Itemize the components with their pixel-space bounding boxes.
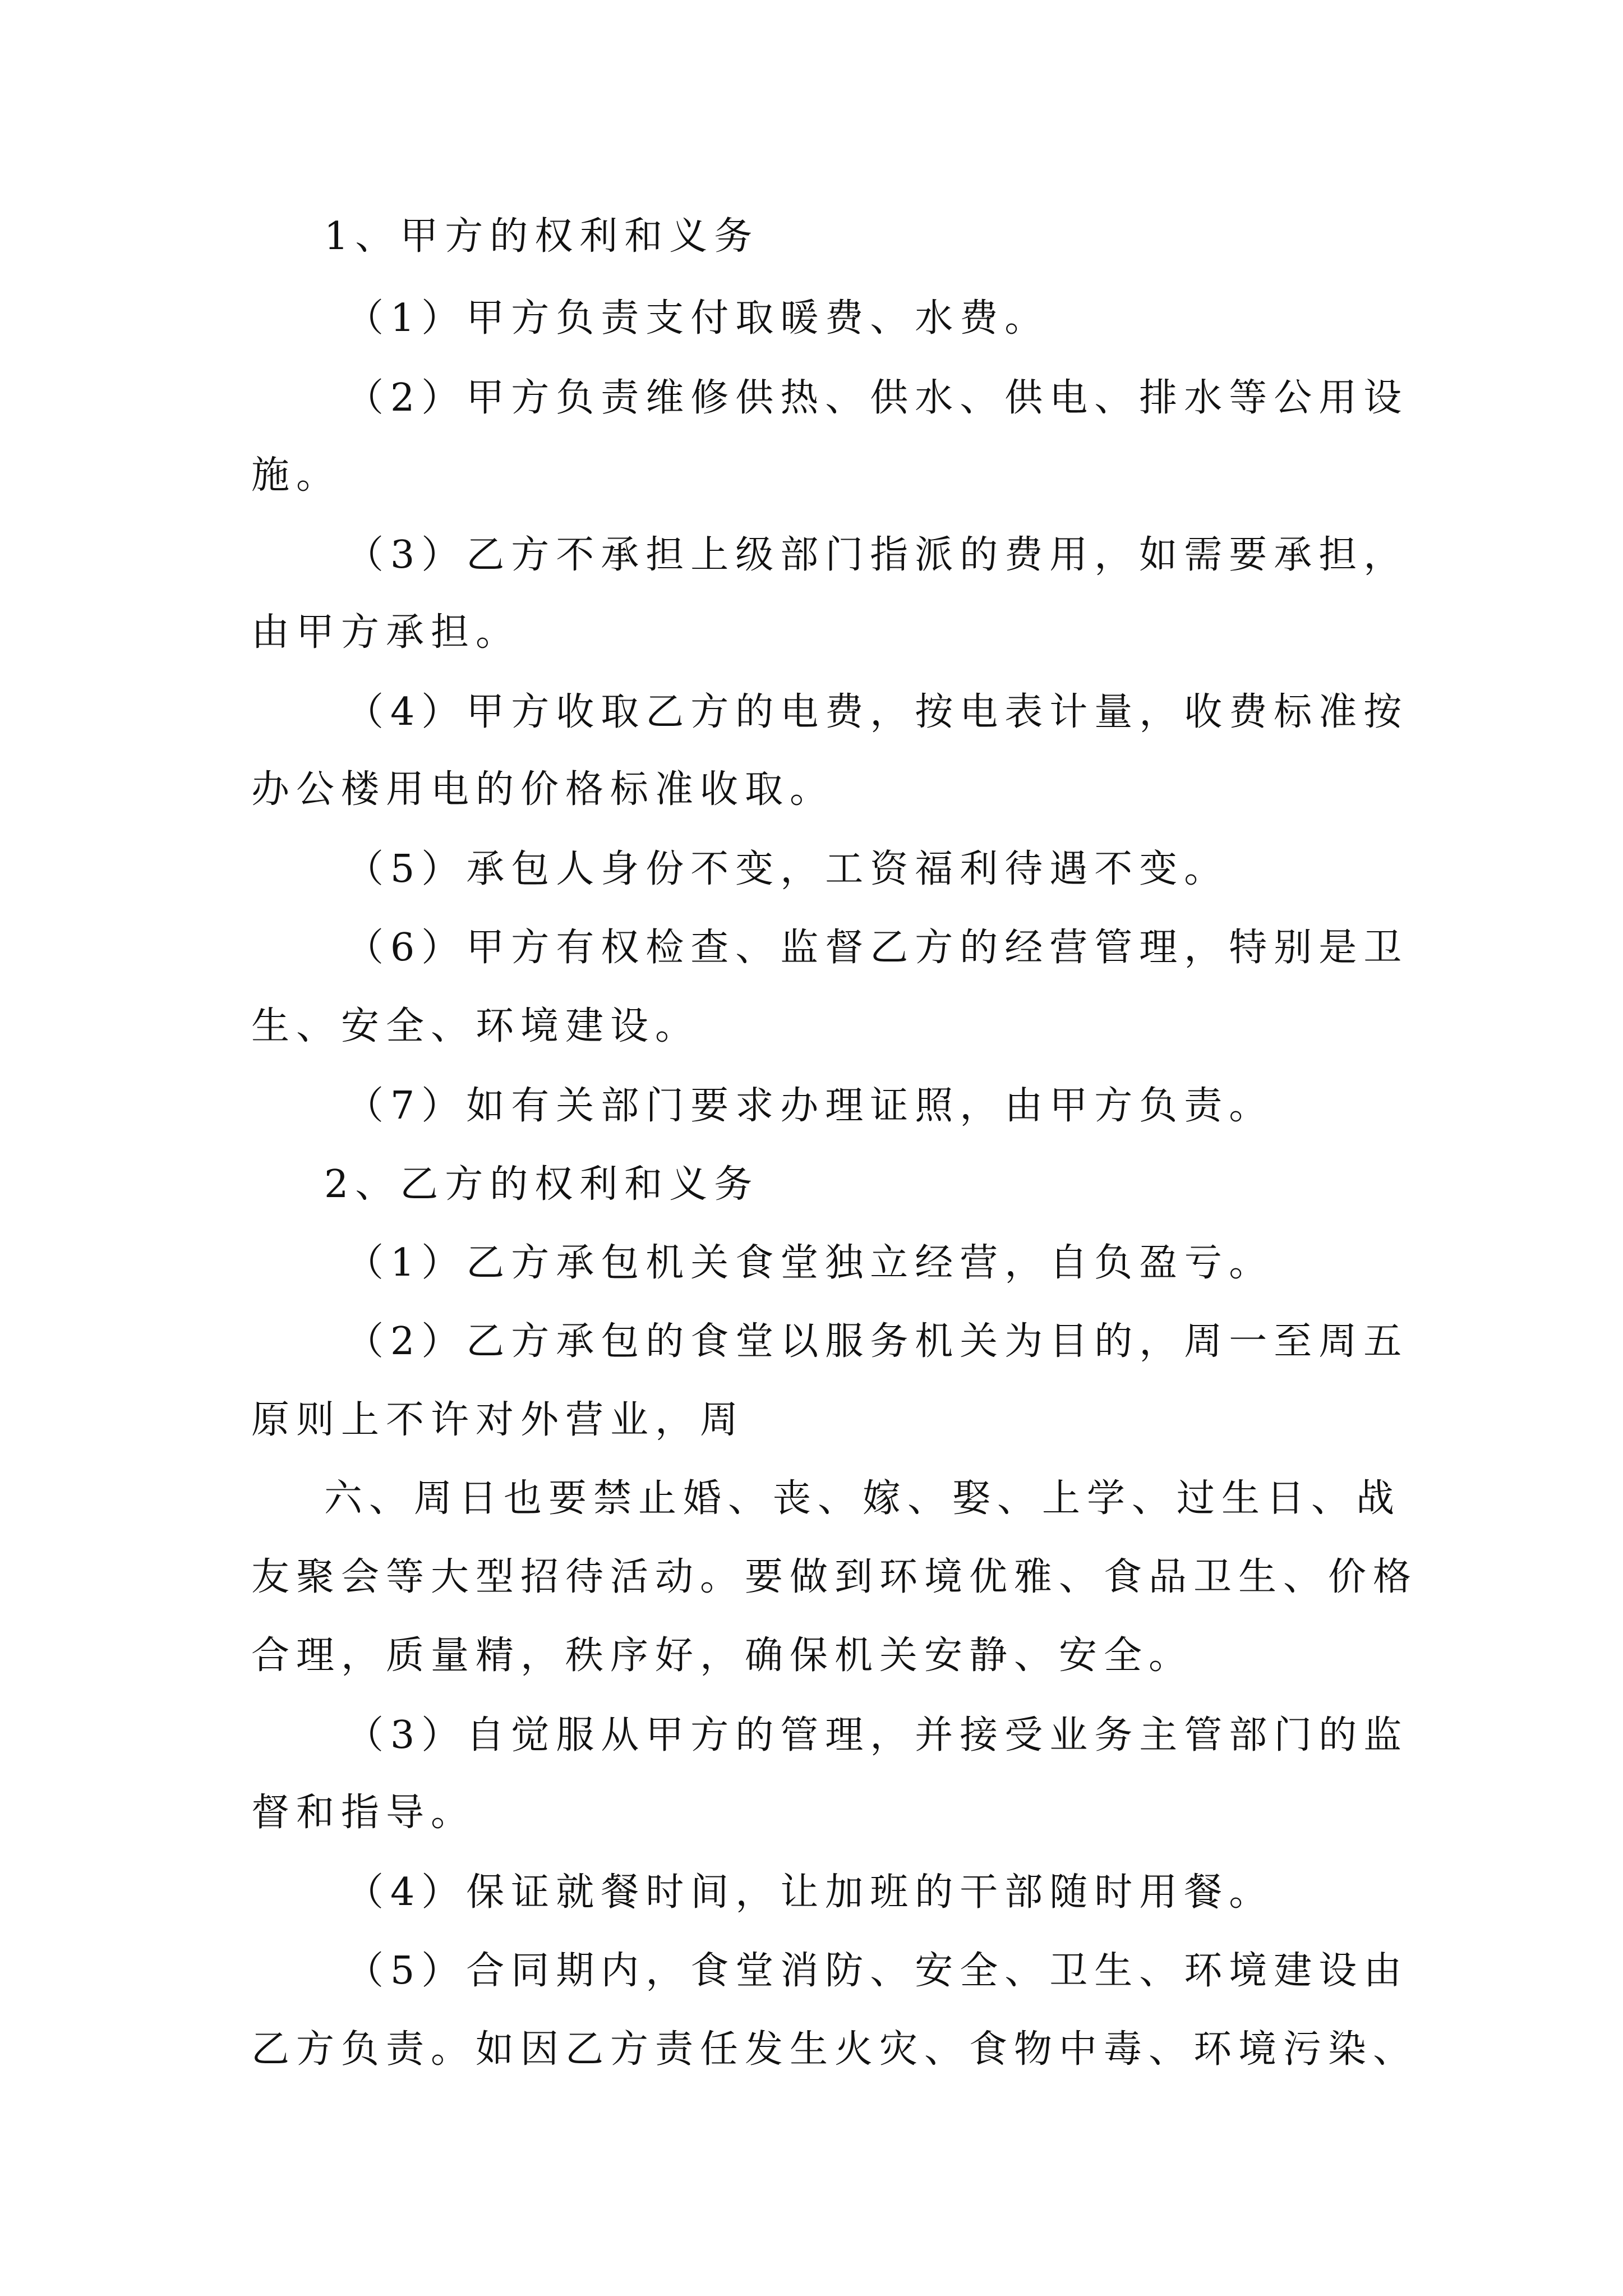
- paragraph-line: （5）合同期内，食堂消防、安全、卫生、环境建设由: [345, 1949, 1409, 1993]
- paragraph-line: 六、周日也要禁止婚、丧、嫁、娶、上学、过生日、战: [324, 1476, 1401, 1521]
- paragraph-line: （2）甲方负责维修供热、供水、供电、排水等公用设: [345, 376, 1409, 420]
- paragraph-line: 生、安全、环境建设。: [251, 1004, 700, 1048]
- paragraph-line: （3）自觉服从甲方的管理，并接受业务主管部门的监: [345, 1713, 1409, 1757]
- paragraph-line: （6）甲方有权检查、监督乙方的经营管理，特别是卫: [345, 926, 1409, 970]
- paragraph-line: （7）如有关部门要求办理证照，由甲方负责。: [345, 1084, 1274, 1128]
- paragraph-line: （2）乙方承包的食堂以服务机关为目的，周一至周五: [345, 1319, 1409, 1364]
- paragraph-line: 施。: [251, 453, 342, 498]
- paragraph-line: （1）甲方负责支付取暖费、水费。: [345, 296, 1050, 341]
- paragraph-line: （1）乙方承包机关食堂独立经营，自负盈亏。: [345, 1241, 1274, 1285]
- paragraph-line: 合理，质量精，秩序好，确保机关安静、安全。: [251, 1634, 1194, 1678]
- paragraph-line: （4）保证就餐时间，让加班的干部随时用餐。: [345, 1870, 1274, 1915]
- paragraph-line: 督和指导。: [251, 1791, 476, 1835]
- paragraph-line: 由甲方承担。: [251, 610, 521, 655]
- section-heading-party-a: 1、甲方的权利和义务: [324, 214, 759, 259]
- paragraph-line: （3）乙方不承担上级部门指派的费用，如需要承担，: [345, 533, 1409, 577]
- paragraph-line: 友聚会等大型招待活动。要做到环境优雅、食品卫生、价格: [251, 1555, 1418, 1599]
- paragraph-line: （4）甲方收取乙方的电费，按电表计量，收费标准按: [345, 690, 1409, 734]
- section-heading-party-b: 2、乙方的权利和义务: [324, 1162, 759, 1207]
- paragraph-line: （5）承包人身份不变，工资福利待遇不变。: [345, 847, 1229, 891]
- paragraph-line: 办公楼用电的价格标准收取。: [251, 767, 835, 812]
- paragraph-line: 原则上不许对外营业，周: [251, 1398, 745, 1442]
- paragraph-line: 乙方负责。如因乙方责任发生火灾、食物中毒、环境污染、: [251, 2027, 1418, 2072]
